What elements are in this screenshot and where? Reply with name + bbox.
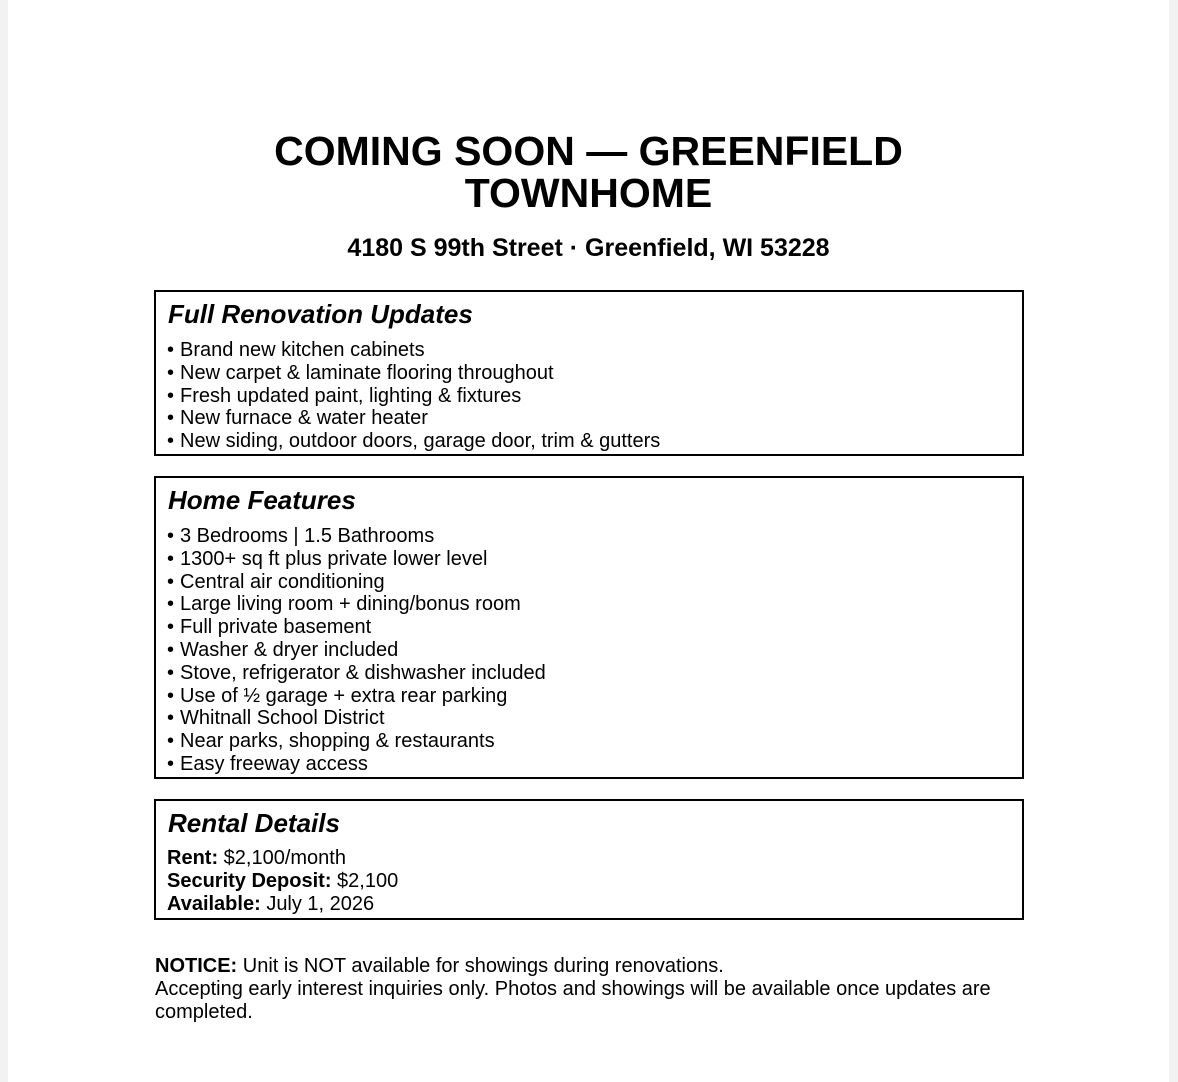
notice-line-1	[155, 955, 1025, 978]
list-item: • New siding, outdoor doors, garage door, trim & gutters	[167, 430, 661, 453]
available-row	[167, 893, 398, 916]
bullet-icon: •	[167, 593, 175, 616]
list-item: • Near parks, shopping & restaurants	[167, 730, 495, 753]
bullet-icon: •	[167, 570, 175, 593]
list-item: • Whitnall School District	[167, 707, 385, 730]
bullet-icon: •	[167, 361, 175, 384]
list-item: • Washer & dryer included	[167, 638, 399, 661]
available-label: Available:	[167, 893, 261, 915]
bullet-icon: •	[167, 430, 175, 453]
page-title	[8, 130, 1169, 214]
bullet-icon: •	[167, 661, 175, 684]
rent-label: Rent:	[167, 847, 219, 869]
deposit-value: $2,100	[337, 870, 399, 892]
bullet-icon: •	[167, 547, 175, 570]
renovation-list	[167, 339, 660, 453]
rental-heading: Rental Details	[168, 808, 340, 838]
renovation-heading: Full Renovation Updates	[168, 299, 473, 329]
deposit-row	[167, 870, 398, 893]
available-value: July 1, 2026	[266, 893, 375, 915]
list-item: • Brand new kitchen cabinets	[167, 339, 425, 361]
deposit-label: Security Deposit:	[167, 870, 332, 892]
list-item: • Full private basement	[167, 616, 372, 639]
flyer-page	[8, 0, 1169, 1082]
list-item: • Central air conditioning	[167, 570, 385, 593]
rental-details-list	[167, 847, 398, 916]
notice-text-1: Unit is NOT available for showings during renovations.	[242, 955, 724, 977]
features-heading: Home Features	[168, 485, 356, 515]
rent-row	[167, 847, 398, 870]
home-features-section	[154, 476, 1024, 779]
rental-details-section	[154, 799, 1024, 920]
bullet-icon: •	[167, 384, 175, 407]
bullet-icon: •	[167, 339, 175, 361]
list-item: • Use of ½ garage + extra rear parking	[167, 684, 508, 707]
renovation-updates-section	[154, 290, 1024, 456]
bullet-icon: •	[167, 616, 175, 639]
list-item: • Large living room + dining/bonus room	[167, 593, 521, 616]
notice-text-2: Accepting early interest inquiries only. Photos and showings will be available once updates are completed.	[155, 978, 991, 1023]
features-list	[167, 525, 546, 776]
list-item: • Easy freeway access	[167, 752, 368, 775]
bullet-icon: •	[167, 707, 175, 730]
title-line-2: TOWNHOME	[464, 170, 713, 216]
bullet-icon: •	[167, 525, 175, 547]
list-item: • Fresh updated paint, lighting & fixtures	[167, 384, 522, 407]
bullet-icon: •	[167, 638, 175, 661]
notice-label: NOTICE:	[155, 955, 238, 977]
bullet-icon: •	[167, 730, 175, 753]
rent-value: $2,100/month	[223, 847, 346, 869]
bullet-icon: •	[167, 684, 175, 707]
list-item: • 1300+ sq ft plus private lower level	[167, 547, 488, 570]
list-item: • New furnace & water heater	[167, 407, 428, 430]
bullet-icon: •	[167, 407, 175, 430]
bullet-icon: •	[167, 752, 175, 775]
notice-block	[155, 955, 1025, 1024]
list-item: • New carpet & laminate flooring throughout	[167, 361, 554, 384]
list-item: • Stove, refrigerator & dishwasher included	[167, 661, 546, 684]
title-line-1: COMING SOON — GREENFIELD	[274, 128, 903, 174]
list-item: • 3 Bedrooms | 1.5 Bathrooms	[167, 525, 435, 547]
property-address: 4180 S 99th Street · Greenfield, WI 53228	[347, 234, 830, 262]
